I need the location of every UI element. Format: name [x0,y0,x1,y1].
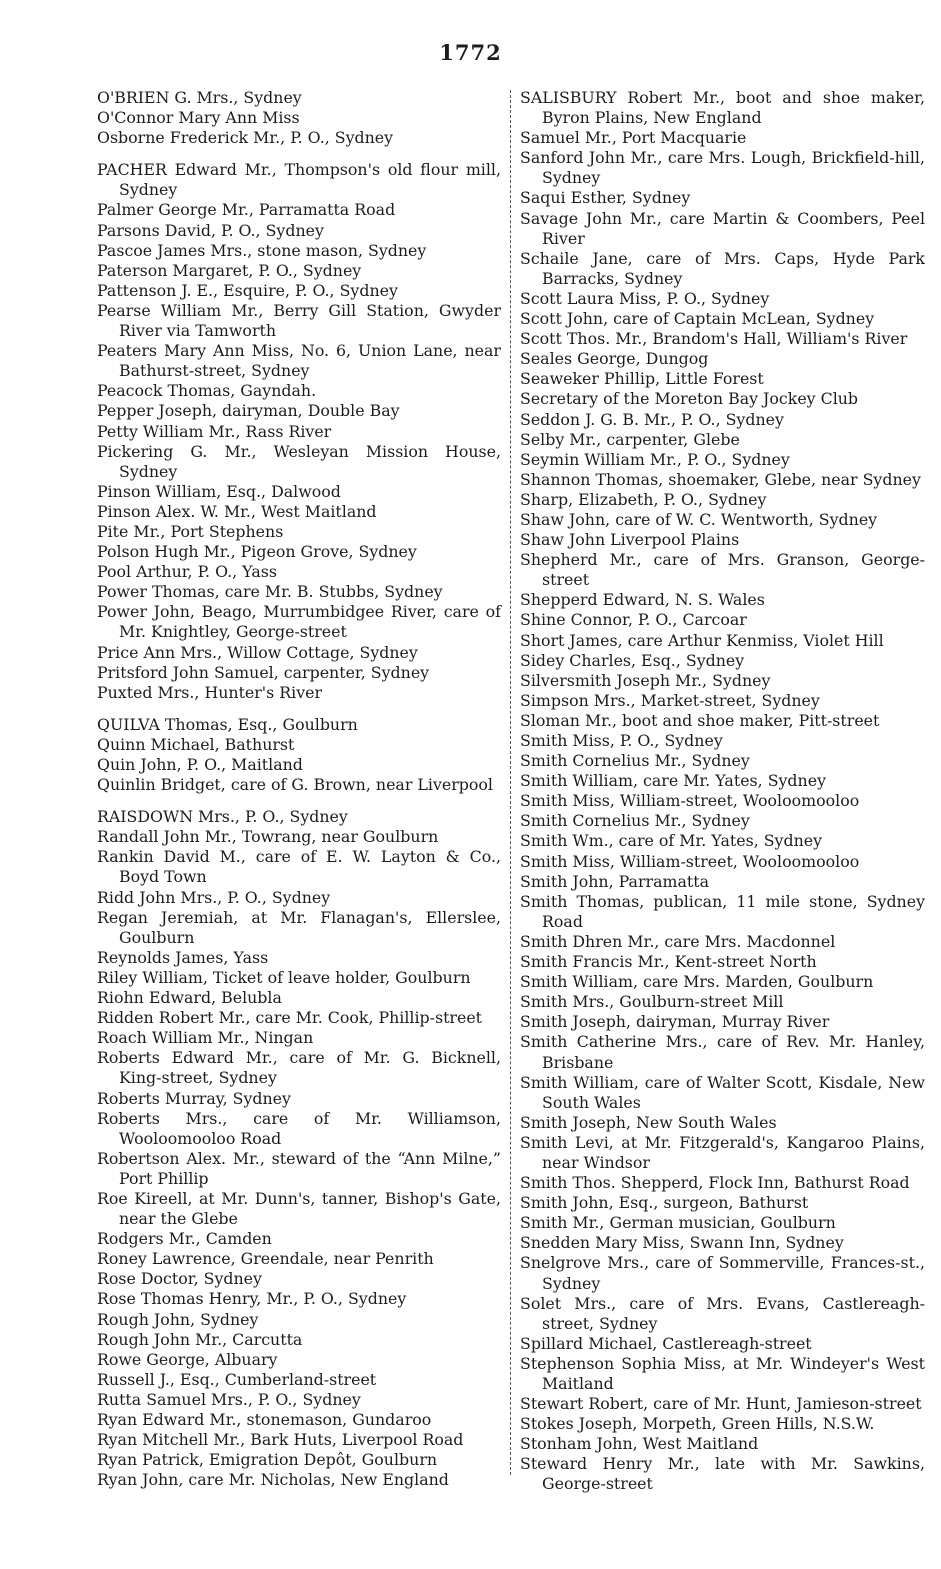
directory-entry: Saqui Esther, Sydney [520,188,691,208]
directory-entry: Power John, Beago, Murrumbidgee River, care of Mr. Knightley, George-street [97,602,501,642]
directory-entry: Pickering G. Mr., Wesleyan Mission House, Sydney [97,441,501,481]
directory-entry: QUILVA Thomas, Esq., Goulburn [97,714,358,734]
right-column [520,88,925,1495]
directory-entry: SALISBURY Robert Mr., boot and shoe maker, Byron Plains, New England [520,88,925,128]
directory-entry: Shine Connor, P. O., Carcoar [520,610,747,630]
directory-entry: Snedden Mary Miss, Swann Inn, Sydney [520,1233,844,1253]
directory-entry: Pinson William, Esq., Dalwood [97,481,341,501]
directory-entry: Rose Thomas Henry, Mr., P. O., Sydney [97,1289,407,1309]
directory-entry: Rose Doctor, Sydney [97,1269,262,1289]
directory-entry: Smith Dhren Mr., care Mrs. Macdonnel [520,931,836,951]
section-gap [97,795,501,807]
directory-entry: Roe Kireell, at Mr. Dunn's, tanner, Bishop's Gate, near the Glebe [97,1188,501,1229]
directory-entry: Pritsford John Samuel, carpenter, Sydney [97,662,430,682]
directory-entry: Roney Lawrence, Greendale, near Penrith [97,1249,434,1269]
directory-entry: Short James, care Arthur Kenmiss, Violet Hill [520,630,884,650]
directory-entry: PACHER Edward Mr., Thompson's old flour mill, Sydney [97,160,501,200]
directory-entry: Roach William Mr., Ningan [97,1028,314,1048]
section-gap [97,148,501,160]
directory-entry: Ryan Patrick, Emigration Depôt, Goulburn [97,1450,438,1470]
directory-entry: Smith Mrs., Goulburn-street Mill [520,992,784,1012]
page-number: 1772 [439,40,502,65]
directory-entry: Smith Cornelius Mr., Sydney [520,811,750,831]
directory-entry: Stewart Robert, care of Mr. Hunt, Jamieson-street [520,1394,922,1414]
directory-entry: Ryan Edward Mr., stonemason, Gundaroo [97,1410,432,1429]
directory-entry: Robertson Alex. Mr., steward of the “Ann Milne,” Port Phillip [97,1148,501,1188]
directory-entry: Stonham John, West Maitland [520,1434,759,1454]
directory-entry: Samuel Mr., Port Macquarie [520,128,747,148]
directory-entry: Quinn Michael, Bathurst [97,734,295,754]
directory-entry: Smith Miss, William-street, Wooloomooloo [520,791,860,811]
directory-entry: Seddon J. G. B. Mr., P. O., Sydney [520,409,784,429]
directory-entry: Smith Miss, William-street, Wooloomooloo [520,851,860,871]
directory-entry: Rutta Samuel Mrs., P. O., Sydney [97,1389,361,1409]
directory-entry: Steward Henry Mr., late with Mr. Sawkins, George-street [520,1454,925,1494]
directory-entry: Riley William, Ticket of leave holder, Goulburn [97,967,471,987]
directory-entry: Pite Mr., Port Stephens [97,521,284,541]
directory-entry: Peacock Thomas, Gayndah. [97,381,317,401]
directory-entry: Rough John, Sydney [97,1309,259,1329]
directory-entry: Ridden Robert Mr., care Mr. Cook, Phillip-street [97,1008,483,1028]
directory-entry: Scott John, care of Captain McLean, Sydney [520,309,875,329]
directory-entry: Shaw John Liverpool Plains [520,530,740,550]
directory-entry: Simpson Mrs., Market-street, Sydney [520,690,820,710]
directory-entry: Riohn Edward, Belubla [97,988,282,1008]
directory-entry: Russell J., Esq., Cumberland-street [97,1369,377,1389]
directory-entry: Rough John Mr., Carcutta [97,1329,303,1349]
directory-entry: Pepper Joseph, dairyman, Double Bay [97,401,400,421]
directory-entry: Smith John, Esq., surgeon, Bathurst [520,1193,809,1213]
directory-entry: Savage John Mr., care Martin & Coombers, Peel River [520,208,925,248]
directory-entry: Snelgrove Mrs., care of Sommerville, Frances-st., Sydney [520,1253,925,1293]
directory-entry: Palmer George Mr., Parramatta Road [97,200,396,220]
directory-entry: Parsons David, P. O., Sydney [97,220,324,240]
directory-entry: Smith Miss, P. O., Sydney [520,731,723,750]
directory-entry: Reynolds James, Yass [97,947,269,967]
left-column [97,88,501,1490]
section-gap [97,703,501,715]
directory-entry: Smith William, care Mr. Yates, Sydney [520,771,826,791]
directory-entry: Silversmith Joseph Mr., Sydney [520,670,771,690]
directory-entry: Ryan Mitchell Mr., Bark Huts, Liverpool Road [97,1430,464,1450]
directory-entry: Secretary of the Moreton Bay Jockey Club [520,389,859,409]
directory-entry: Smith Mr., German musician, Goulburn [520,1213,836,1233]
directory-entry: Regan Jeremiah, at Mr. Flanagan's, Ellerslee, Goulburn [97,907,501,947]
directory-entry: Randall John Mr., Towrang, near Goulburn [97,827,439,847]
directory-entry: Stokes Joseph, Morpeth, Green Hills, N.S.W. [520,1414,875,1434]
directory-entry: Ridd John Mrs., P. O., Sydney [97,887,331,907]
directory-entry: Roberts Mrs., care of Mr. Williamson, Wooloomooloo Road [97,1108,501,1148]
directory-entry: Sloman Mr., boot and shoe maker, Pitt-street [520,710,880,730]
directory-entry: Shepherd Mr., care of Mrs. Granson, George-street [520,550,925,590]
directory-entry: Sidey Charles, Esq., Sydney [520,650,745,670]
directory-entry: Peaters Mary Ann Miss, No. 6, Union Lane, near Bathurst-street, Sydney [97,341,501,381]
directory-entry: Schaile Jane, care of Mrs. Caps, Hyde Park Barracks, Sydney [520,248,925,288]
directory-entry: Roberts Murray, Sydney [97,1088,291,1108]
directory-entry: O'BRIEN G. Mrs., Sydney [97,88,302,107]
directory-entry: Roberts Edward Mr., care of Mr. G. Bicknell, King-street, Sydney [97,1048,501,1088]
directory-entry: Smith Levi, at Mr. Fitzgerald's, Kangaroo Plains, near Windsor [520,1132,925,1172]
directory-entry: Petty William Mr., Rass River [97,421,332,441]
directory-entry: Shepperd Edward, N. S. Wales [520,590,765,610]
directory-entry: Seales George, Dungog [520,349,709,369]
directory-entry: Smith John, Parramatta [520,871,709,891]
directory-entry: RAISDOWN Mrs., P. O., Sydney [97,807,348,827]
directory-entry: Smith Cornelius Mr., Sydney [520,751,750,771]
directory-entry: Sharp, Elizabeth, P. O., Sydney [520,489,767,509]
directory-entry: Seaweker Phillip, Little Forest [520,369,764,389]
directory-entry: Quin John, P. O., Maitland [97,755,303,774]
directory-entry: Polson Hugh Mr., Pigeon Grove, Sydney [97,542,417,562]
directory-entry: Pool Arthur, P. O., Yass [97,562,277,582]
directory-entry: Smith Joseph, dairyman, Murray River [520,1012,830,1032]
directory-entry: Pattenson J. E., Esquire, P. O., Sydney [97,280,398,300]
directory-entry: Smith Joseph, New South Wales [520,1112,777,1132]
directory-entry: Smith Thos. Shepperd, Flock Inn, Bathurst Road [520,1173,910,1193]
directory-entry: Rodgers Mr., Camden [97,1229,272,1249]
directory-entry: Scott Thos. Mr., Brandom's Hall, William's River [520,329,908,349]
directory-entry: Solet Mrs., care of Mrs. Evans, Castlereagh-street, Sydney [520,1293,925,1333]
directory-entry: Rankin David M., care of E. W. Layton & Co., Boyd Town [97,847,501,887]
directory-entry: Shaw John, care of W. C. Wentworth, Sydney [520,509,878,529]
directory-entry: Smith William, care Mrs. Marden, Goulburn [520,972,874,992]
directory-entry: Sanford John Mr., care Mrs. Lough, Brickfield-hill, Sydney [520,148,925,188]
directory-entry: Pinson Alex. W. Mr., West Maitland [97,501,377,521]
directory-entry: Selby Mr., carpenter, Glebe [520,429,740,449]
directory-entry: Stephenson Sophia Miss, at Mr. Windeyer's West Maitland [520,1353,925,1393]
directory-entry: Rowe George, Albuary [97,1349,278,1369]
directory-entry: Paterson Margaret, P. O., Sydney [97,260,362,280]
directory-entry: O'Connor Mary Ann Miss [97,108,300,128]
directory-entry: Seymin William Mr., P. O., Sydney [520,449,790,469]
directory-entry: Smith Catherine Mrs., care of Rev. Mr. Hanley, Brisbane [520,1032,925,1072]
directory-entry: Smith William, care of Walter Scott, Kisdale, New South Wales [520,1072,925,1112]
directory-entry: Smith Wm., care of Mr. Yates, Sydney [520,831,823,851]
directory-entry: Pascoe James Mrs., stone mason, Sydney [97,240,427,260]
directory-entry: Smith Francis Mr., Kent-street North [520,952,817,972]
column-divider [510,90,511,1475]
directory-entry: Quinlin Bridget, care of G. Brown, near Liverpool [97,775,493,795]
directory-entry: Puxted Mrs., Hunter's River [97,682,323,702]
directory-entry: Smith Thomas, publican, 11 mile stone, Sydney Road [520,891,925,931]
directory-entry: Osborne Frederick Mr., P. O., Sydney [97,128,394,148]
directory-entry: Price Ann Mrs., Willow Cottage, Sydney [97,642,418,662]
directory-entry: Pearse William Mr., Berry Gill Station, Gwyder River via Tamworth [97,300,501,341]
directory-entry: Shannon Thomas, shoemaker, Glebe, near Sydney [520,469,921,489]
directory-entry: Scott Laura Miss, P. O., Sydney [520,288,770,308]
directory-entry: Ryan John, care Mr. Nicholas, New England [97,1470,449,1490]
directory-entry: Power Thomas, care Mr. B. Stubbs, Sydney [97,582,443,602]
directory-entry: Spillard Michael, Castlereagh-street [520,1333,812,1353]
